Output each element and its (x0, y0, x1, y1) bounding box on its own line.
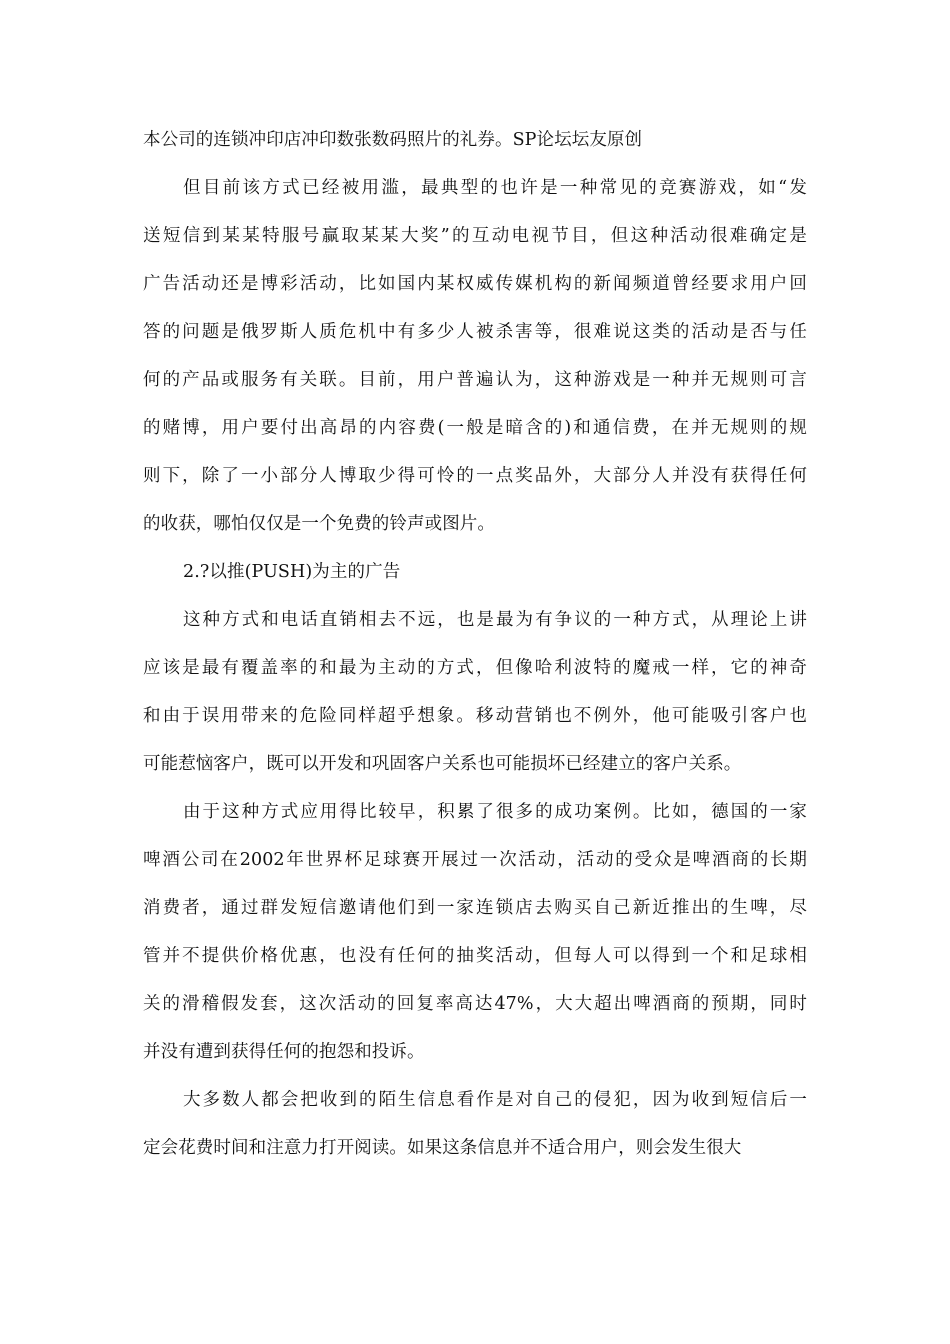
text-line: 应该是最有覆盖率的和最为主动的方式，但像哈利波特的魔戒一样，它的神奇 (143, 658, 807, 678)
paragraph (143, 116, 807, 164)
text-line: 2.?以推(PUSH)为主的广告 (183, 562, 401, 582)
document-body (143, 116, 807, 1172)
text-line: 啤酒公司在2002年世界杯足球赛开展过一次活动，活动的受众是啤酒商的长期 (143, 850, 807, 870)
text-line: 消费者，通过群发短信邀请他们到一家连锁店去购买自己新近推出的生啤，尽 (143, 898, 807, 918)
text-line: 本公司的连锁冲印店冲印数张数码照片的礼券。SP论坛坛友原创 (143, 130, 643, 150)
text-line: 和由于误用带来的危险同样超乎想象。移动营销也不例外，他可能吸引客户也 (143, 706, 807, 726)
text-line: 可能惹恼客户，既可以开发和巩固客户关系也可能损坏已经建立的客户关系。 (143, 754, 742, 774)
text-line: 但目前该方式已经被用滥，最典型的也许是一种常见的竞赛游戏，如“发 (183, 178, 807, 198)
text-line: 由于这种方式应用得比较早，积累了很多的成功案例。比如，德国的一家 (183, 802, 807, 822)
paragraph (143, 596, 807, 788)
text-line: 则下，除了一小部分人博取少得可怜的一点奖品外，大部分人并没有获得任何 (143, 466, 807, 486)
text-line: 何的产品或服务有关联。目前，用户普遍认为，这种游戏是一种并无规则可言 (143, 370, 807, 390)
text-line: 并没有遭到获得任何的抱怨和投诉。 (143, 1042, 425, 1062)
paragraph (143, 1076, 807, 1172)
paragraph (143, 548, 807, 596)
text-line: 定会花费时间和注意力打开阅读。如果这条信息并不适合用户，则会发生很大 (143, 1138, 742, 1158)
text-line: 答的问题是俄罗斯人质危机中有多少人被杀害等，很难说这类的活动是否与任 (143, 322, 807, 342)
paragraph (143, 164, 807, 548)
text-line: 关的滑稽假发套，这次活动的回复率高达47%，大大超出啤酒商的预期，同时 (143, 994, 807, 1014)
paragraph (143, 788, 807, 1076)
text-line: 管并不提供价格优惠，也没有任何的抽奖活动，但每人可以得到一个和足球相 (143, 946, 807, 966)
text-line: 广告活动还是博彩活动，比如国内某权威传媒机构的新闻频道曾经要求用户回 (143, 274, 807, 294)
text-line: 的赌博，用户要付出高昂的内容费(一般是暗含的)和通信费，在并无规则的规 (143, 418, 807, 438)
text-line: 送短信到某某特服号赢取某某大奖”的互动电视节目，但这种活动很难确定是 (143, 226, 807, 246)
text-line: 的收获，哪怕仅仅是一个免费的铃声或图片。 (143, 514, 495, 534)
text-line: 这种方式和电话直销相去不远，也是最为有争议的一种方式，从理论上讲 (183, 610, 807, 630)
text-line: 大多数人都会把收到的陌生信息看作是对自己的侵犯，因为收到短信后一 (183, 1090, 807, 1110)
